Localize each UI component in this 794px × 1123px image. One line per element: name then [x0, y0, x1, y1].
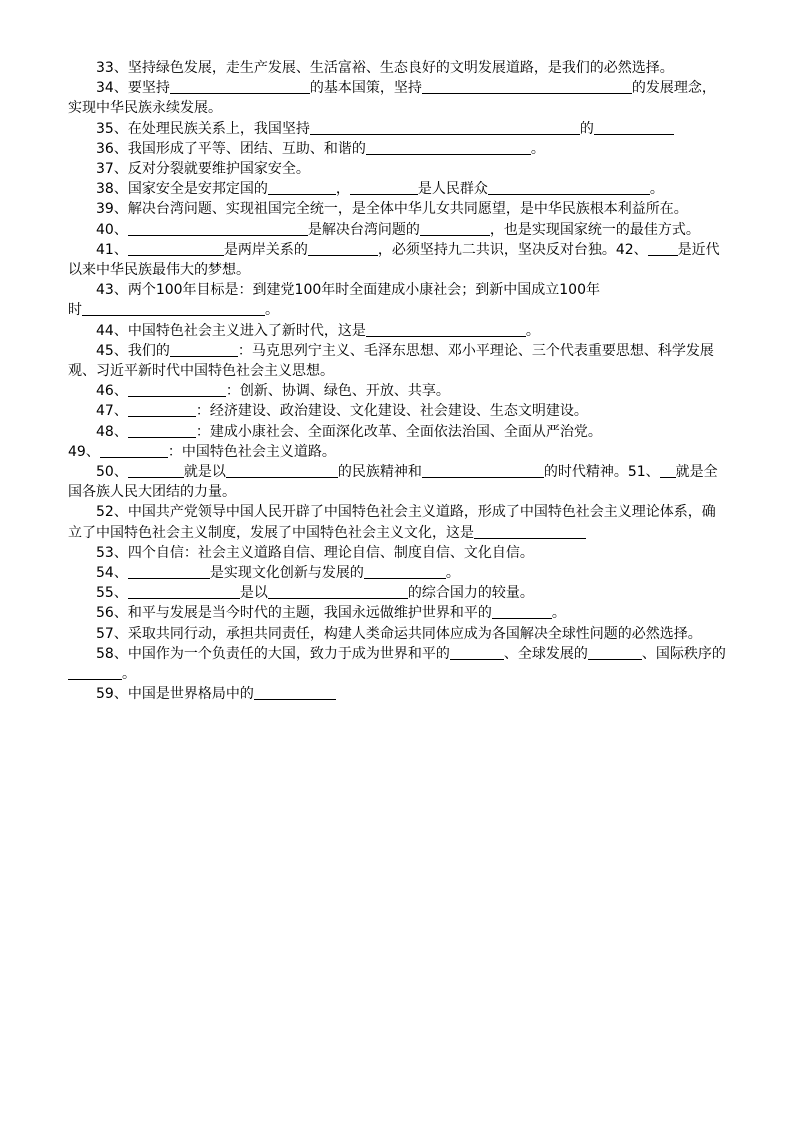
question-text: 就是全国各族人民大团结的力量。 [68, 464, 718, 501]
question-line [68, 280, 726, 300]
question-text: 34、要坚持 [96, 80, 170, 97]
question-text: ：经济建设、政治建设、文化建设、社会建设、生态文明建设。 [195, 403, 588, 420]
question-line [68, 199, 726, 219]
question-text: 57、采取共同行动，承担共同责任，构建人类命运共同体应成为各国解决全球性问题的必然选择。 [96, 625, 702, 642]
question-line [68, 442, 726, 462]
question-text: 。 [445, 565, 460, 582]
question-text: 的发展理念，实现中华民族永续发展。 [68, 80, 716, 117]
question-text: ：马克思列宁主义、毛泽东思想、邓小平理论、三个代表重要思想、科学发展观、习近平新时代中国特色社会主义思想。 [68, 342, 714, 380]
question-text: 59、中国是世界格局中的 [96, 686, 254, 703]
answer-blank[interactable] [350, 180, 418, 195]
answer-blank[interactable] [308, 241, 378, 256]
question-text: 47、 [96, 403, 128, 420]
answer-blank[interactable] [366, 322, 526, 337]
question-text: 。 [551, 605, 566, 622]
answer-blank[interactable] [170, 79, 310, 94]
answer-blank[interactable] [422, 463, 544, 478]
question-text: 44、中国特色社会主义进入了新时代，这是 [96, 322, 366, 339]
question-text: 37、反对分裂就要维护国家安全。 [96, 161, 310, 178]
question-line [68, 583, 726, 603]
question-text: 53、四个自信：社会主义道路自信、理论自信、制度自信、文化自信。 [96, 544, 534, 561]
question-line [68, 321, 726, 341]
question-text: ：创新、协调、绿色、开放、共享。 [225, 383, 450, 400]
answer-blank[interactable] [254, 685, 336, 700]
answer-blank[interactable] [128, 221, 308, 236]
question-text: 38、国家安全是安邦定国的 [96, 181, 268, 198]
question-line [68, 179, 726, 199]
question-line [68, 563, 726, 583]
answer-blank[interactable] [128, 564, 210, 579]
question-text: 33、坚持绿色发展，走生产发展、生活富裕、生态良好的文明发展道路，是我们的必然选择。 [96, 60, 674, 76]
question-text: 。 [122, 666, 136, 683]
question-text: ， [335, 181, 350, 198]
question-line [68, 684, 726, 704]
answer-blank[interactable] [128, 423, 196, 438]
question-text: ：建成小康社会、全面深化改革、全面依法治国、全面从严治党。 [195, 423, 602, 440]
answer-blank[interactable] [128, 382, 226, 397]
question-text: 的基本国策，坚持 [309, 80, 422, 97]
question-line [68, 462, 726, 502]
answer-blank[interactable] [68, 665, 122, 680]
question-text: 55、 [96, 585, 128, 602]
question-text: 46、 [96, 383, 128, 400]
question-text: 35、在处理民族关系上，我国坚持 [96, 120, 310, 137]
answer-blank[interactable] [268, 584, 408, 599]
question-line [68, 603, 726, 623]
answer-blank[interactable] [310, 120, 580, 135]
question-line [68, 502, 726, 542]
question-text: 是近代以来中华民族最伟大的梦想。 [68, 241, 720, 279]
question-line [68, 341, 726, 381]
question-text: 39、解决台湾问题、实现祖国完全统一，是全体中华儿女共同愿望，是中华民族根本利益所在。 [96, 201, 688, 218]
answer-blank[interactable] [422, 79, 632, 94]
answer-blank[interactable] [488, 180, 650, 195]
question-line [68, 644, 726, 684]
question-text: 是解决台湾问题的 [307, 221, 420, 238]
question-line [68, 543, 726, 563]
question-text: 就是以 [183, 464, 226, 481]
question-line [68, 220, 726, 240]
question-text: 40、 [96, 221, 128, 238]
answer-blank[interactable] [100, 443, 168, 458]
question-text: 36、我国形成了平等、团结、互助、和谐的 [96, 140, 366, 157]
question-text: 。 [265, 302, 279, 319]
answer-blank[interactable] [660, 463, 676, 478]
question-text: 。 [530, 140, 545, 157]
question-line [68, 78, 726, 118]
question-line [68, 624, 726, 644]
question-text: 是两岸关系的 [223, 241, 308, 258]
answer-blank[interactable] [226, 463, 338, 478]
question-text: 50、 [96, 464, 128, 481]
question-text: 58、中国作为一个负责任的大国，致力于成为世界和平的 [96, 645, 450, 662]
answer-blank[interactable] [588, 645, 642, 660]
answer-blank[interactable] [128, 241, 224, 256]
question-line [68, 381, 726, 401]
question-text: 54、 [96, 565, 128, 582]
question-text: 是以 [239, 585, 268, 602]
question-text: 是实现文化创新与发展的 [209, 565, 364, 582]
answer-blank[interactable] [128, 402, 196, 417]
question-line [68, 300, 726, 320]
question-line [68, 240, 726, 280]
question-text: 45、我们的 [96, 342, 170, 359]
question-line [68, 159, 726, 179]
question-line [68, 401, 726, 421]
question-text: 时 [68, 302, 82, 319]
answer-blank[interactable] [128, 463, 184, 478]
answer-blank[interactable] [128, 584, 240, 599]
question-text: 56、和平与发展是当今时代的主题，我国永远做维护世界和平的 [96, 605, 492, 622]
question-text: ：中国特色社会主义道路。 [167, 443, 336, 460]
question-line [68, 58, 726, 78]
answer-blank[interactable] [420, 221, 490, 236]
answer-blank[interactable] [170, 342, 238, 357]
answer-blank[interactable] [492, 604, 552, 619]
question-text: 43、两个100年目标是：到建党100年时全面建成小康社会；到新中国成立100年 [96, 282, 600, 299]
question-text: ，也是实现国家统一的最佳方式。 [489, 221, 700, 238]
question-text: 、国际秩序的 [641, 645, 726, 662]
question-text: 的时代精神。51、 [543, 464, 660, 481]
question-text: 。 [649, 181, 664, 198]
answer-blank[interactable] [474, 524, 586, 539]
question-text: 52、中国共产党领导中国人民开辟了中国特色社会主义道路，形成了中国特色社会主义理论体系，确立了中国特色社会主义制度，发展了中国特色社会主义文化，这是 [68, 504, 716, 541]
answer-blank[interactable] [82, 301, 265, 316]
question-text: 41、 [96, 241, 128, 258]
question-line [68, 422, 726, 442]
answer-blank[interactable] [268, 180, 336, 195]
question-text: ，必须坚持九二共识，坚决反对台独。42、 [377, 241, 648, 258]
answer-blank[interactable] [366, 140, 531, 155]
answer-blank[interactable] [364, 564, 446, 579]
question-text: 、全球发展的 [503, 645, 588, 662]
answer-blank[interactable] [594, 120, 674, 135]
question-text: 49、 [68, 443, 100, 460]
answer-blank[interactable] [450, 645, 504, 660]
question-line [68, 119, 726, 139]
question-text: 是人民群众 [417, 181, 488, 198]
answer-blank[interactable] [648, 241, 678, 256]
question-text: 。 [525, 322, 540, 339]
question-line [68, 139, 726, 159]
worksheet-body [68, 58, 726, 705]
question-text: 的综合国力的较量。 [407, 585, 534, 602]
question-text: 的 [579, 120, 594, 137]
question-text: 的民族精神和 [337, 464, 422, 481]
question-text: 48、 [96, 423, 128, 440]
